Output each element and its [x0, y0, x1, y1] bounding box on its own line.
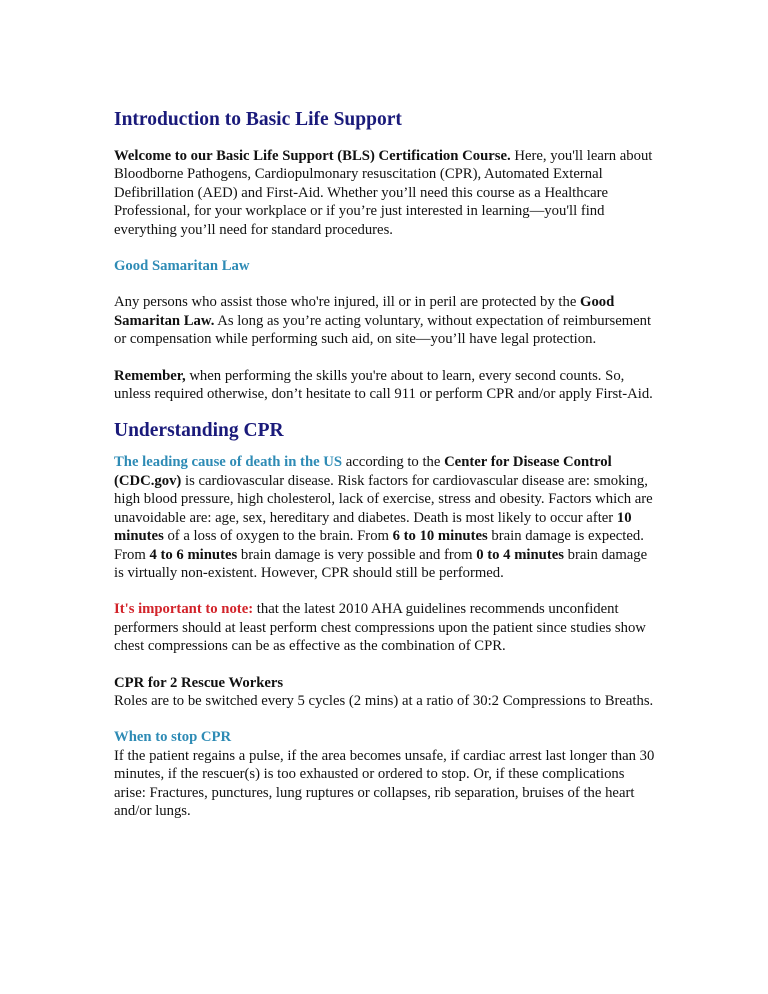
important-note-red: It's important to note: — [114, 601, 254, 618]
lead-rest-text: is cardiovascular disease. Risk factors for cardiovascular disease are: smoking, high blood pressure, high cholesterol, lack of exercise, stress and obesity. Factors which are unavoidable are: age, sex, hereditary and diabetes. Death is most likely to occur after — [114, 472, 653, 526]
cpr-title: Understanding CPR — [114, 420, 284, 442]
lead-s2: brain damage is expected. From — [114, 528, 644, 563]
remember-paragraph — [114, 367, 658, 404]
leading-cause-teal: The leading cause of death in the US — [114, 454, 343, 471]
time-10-minutes: 10 minutes — [114, 509, 632, 545]
important-note-paragraph — [114, 600, 658, 655]
gs-text-end: As long as you’re acting voluntary, without expectation of reimbursement or compensation while performing such aid, on site—you’ll have legal protection. — [114, 312, 652, 348]
gs-law-bold: Good Samaritan Law. — [114, 294, 615, 329]
rescue-workers-heading: CPR for 2 Rescue Workers — [114, 674, 284, 691]
cpr-lead-paragraph — [114, 453, 658, 582]
remember-text: when performing the skills you're about to learn, every second counts. So, unless required otherwise, don’t hesitate to call 911 or perform CPR and/or apply First-Aid. — [114, 367, 653, 403]
lead-s3: brain damage is very possible and from — [237, 546, 477, 563]
good-samaritan-paragraph — [114, 293, 658, 348]
time-0-to-4: 0 to 4 minutes — [476, 546, 564, 563]
intro-paragraph — [114, 147, 658, 239]
welcome-text: Here, you'll learn about Bloodborne Pathogens, Cardiopulmonary resuscitation (CPR), Automated External Defibrillation (AED) and First-Aid. Whether you’ll need this course as a Healthcare Professional, for your workplace or if you’re just interested in learning—you'll find everything you’ll need for standard procedures. — [114, 148, 653, 238]
lead-mid-text: according to the — [342, 454, 445, 471]
time-4-to-6: 4 to 6 minutes — [149, 546, 238, 563]
cdc-bold: Center for Disease Control (CDC.gov) — [114, 454, 612, 489]
rescue-workers-text: Roles are to be switched every 5 cycles (2 mins) at a ratio of 30:2 Compressions to Breaths. — [114, 692, 654, 709]
good-samaritan-heading: Good Samaritan Law — [114, 258, 250, 275]
lead-s4: brain damage is virtually non-existent. However, CPR should still be performed. — [114, 546, 648, 581]
document-page — [114, 108, 658, 820]
remember-bold: Remember, — [114, 367, 186, 384]
when-to-stop-heading: When to stop CPR — [114, 729, 232, 746]
gs-text-start: Any persons who assist those who're injured, ill or in peril are protected by the — [114, 294, 581, 311]
when-to-stop-text: If the patient regains a pulse, if the area becomes unsafe, if cardiac arrest last longer than 30 minutes, if the rescuer(s) is too exhausted or ordered to stop. Or, if these complications arise: Fractures, punctures, lung ruptures or collapses, rib separation, bruises of the heart and/or lungs. — [114, 747, 655, 819]
important-note-text: that the latest 2010 AHA guidelines recommends unconfident performers should at least perform chest compressions upon the patient since studies show chest compressions can be as effective as the combination of CPR. — [114, 601, 646, 655]
intro-title: Introduction to Basic Life Support — [114, 109, 402, 130]
lead-s1: of a loss of oxygen to the brain. From — [163, 528, 393, 545]
time-6-to-10: 6 to 10 minutes — [392, 528, 488, 545]
welcome-bold: Welcome to our Basic Life Support (BLS) Certification Course. — [114, 148, 511, 164]
